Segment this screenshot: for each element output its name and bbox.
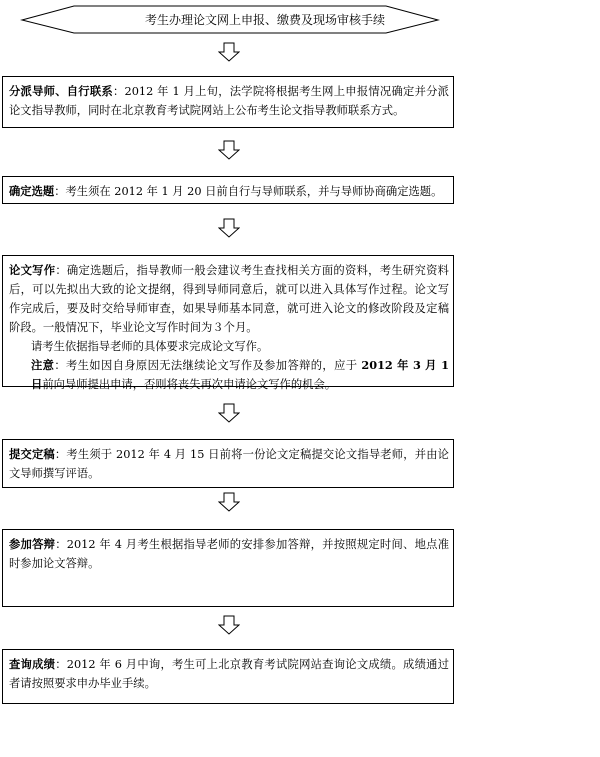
- step-text: ：考生须在 2012 年 1 月 20 日前自行与导师联系，并与导师协商确定选题。: [54, 185, 443, 198]
- step-title: 参加答辩: [9, 538, 56, 551]
- step-thesis-writing: [2, 255, 454, 391]
- note-text-a: ：考生如因自身原因无法继续论文写作及参加答辩的，应于: [54, 359, 362, 372]
- down-arrow-icon: [218, 403, 240, 423]
- down-arrow-icon: [218, 218, 240, 238]
- note-title: 注意: [31, 359, 55, 372]
- step-text: ：2012 年 4 月考生根据指导老师的安排参加答辩，并按照规定时间、地点准时参加论文答辩。: [9, 538, 449, 570]
- step-submit-final: [2, 439, 454, 488]
- step-check-score: [2, 649, 454, 704]
- step-text: ：确定选题后，指导教师一般会建议考生查找相关方面的资料，考生研究资料后，可以先拟出大致的论文提纲，得到导师同意后，就可以进入具体写作过程。论文写作完成后，要及时交给导师审查，如果导师基本同意，就可进入论文的修改阶段及定稿阶段。一般情况下，毕业论文写作时间为３个月。: [9, 264, 449, 334]
- step-defense: [2, 529, 454, 607]
- step-text: ：2012 年 6 月中询，考生可上北京教育考试院网站查询论文成绩。成绩通过者请按照要求申办毕业手续。: [9, 658, 449, 690]
- step-title: 查询成绩: [9, 658, 56, 671]
- step-title: 论文写作: [9, 264, 56, 277]
- down-arrow-icon: [218, 615, 240, 635]
- down-arrow-icon: [218, 140, 240, 160]
- note-text-b: 前向导师提出申请，否则将丧失再次申请论文写作的机会。: [42, 378, 337, 391]
- step-title: 提交定稿: [9, 448, 55, 461]
- step-text: ：考生须于 2012 年 4 月 15 日前将一份论文定稿提交论文指导老师，并由论文导师撰写评语。: [9, 448, 449, 480]
- note-deadline: 2012 年 3 月 1 日: [31, 358, 449, 391]
- step-text: ：2012 年 1 月上旬，法学院将根据考生网上申报情况确定并分派论文指导教师，同时在北京教育考试院网站上公布考生论文指导教师联系方式。: [9, 85, 449, 117]
- step-title: 分派导师、自行联系: [9, 85, 113, 98]
- step-line2: 请考生依据指导老师的具体要求完成论文写作。: [31, 340, 269, 353]
- header-title: 考生办理论文网上申报、缴费及现场审核手续: [144, 13, 385, 27]
- down-arrow-icon: [218, 492, 240, 512]
- step-title: 确定选题: [9, 185, 55, 198]
- down-arrow-icon: [218, 42, 240, 62]
- step-assign-advisor: [2, 76, 454, 128]
- step-confirm-topic: [2, 176, 454, 204]
